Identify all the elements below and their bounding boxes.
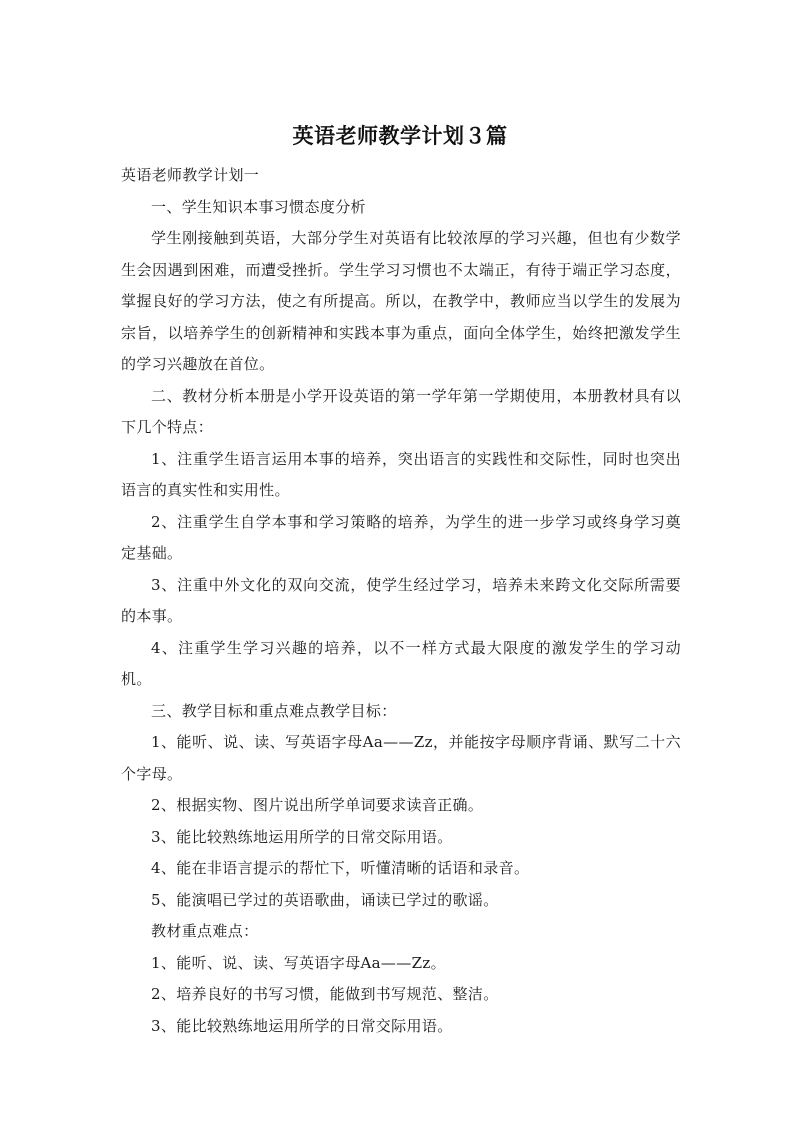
subheading-textbook-analysis: 二、教材分析本册是小学开设英语的第一学年第一学期使用，本册教材具有以下几个特点： — [121, 386, 681, 436]
goal-item-2: 2、根据实物、图片说出所学单词要求读音正确。 — [151, 796, 484, 814]
feature-item-1: 1、注重学生语言运用本事的培养，突出语言的实践性和交际性，同时也突出语言的真实性和实用性。 — [121, 449, 681, 499]
goal-item-3: 3、能比较熟练地运用所学的日常交际用语。 — [151, 827, 453, 846]
feature-item-2: 2、注重学生自学本事和学习策略的培养，为学生的进一步学习或终身学习奠定基础。 — [121, 512, 681, 562]
feature-item-3: 3、注重中外文化的双向交流，使学生经过学习，培养未来跨文化交际所需要的本事。 — [121, 575, 681, 625]
feature-item-4: 4、注重学生学习兴趣的培养，以不一样方式最大限度的激发学生的学习动机。 — [121, 638, 681, 688]
paragraph-student-analysis: 学生刚接触到英语，大部分学生对英语有比较浓厚的学习兴趣，但也有少数学生会因遇到困难，而遭受挫折。学生学习习惯也不太端正，有待于端正学习态度，掌握良好的学习方法，使之有所提高。所以，在教学中，教师应当以学生的发展为宗旨，以培养学生的创新精神和实践本事为重点，面向全体学生，始终把激发学生的学习兴趣放在首位。 — [121, 229, 681, 373]
subheading-student-analysis: 一、学生知识本事习惯态度分析 — [151, 197, 366, 216]
section-heading: 英语老师教学计划一 — [121, 166, 260, 184]
key-point-item-2: 2、培养良好的书写习惯，能做到书写规范、整洁。 — [151, 985, 499, 1003]
document-body — [121, 160, 681, 1042]
goal-item-1: 1、能听、说、读、写英语字母Aa——Zz，并能按字母顺序背诵、默写二十六个字母。 — [121, 733, 681, 783]
goal-item-5: 5、能演唱已学过的英语歌曲，诵读已学过的歌谣。 — [151, 890, 499, 909]
document-title: 英语老师教学计划３篇 — [292, 124, 508, 148]
key-point-item-1: 1、能听、说、读、写英语字母Aa——Zz。 — [151, 953, 446, 972]
subheading-teaching-goals: 三、教学目标和重点难点教学目标： — [151, 701, 397, 720]
goal-item-4: 4、能在非语言提示的帮忙下，听懂清晰的话语和录音。 — [151, 859, 530, 877]
key-point-item-3: 3、能比较熟练地运用所学的日常交际用语。 — [151, 1016, 453, 1035]
subheading-key-points: 教材重点难点： — [151, 922, 259, 940]
